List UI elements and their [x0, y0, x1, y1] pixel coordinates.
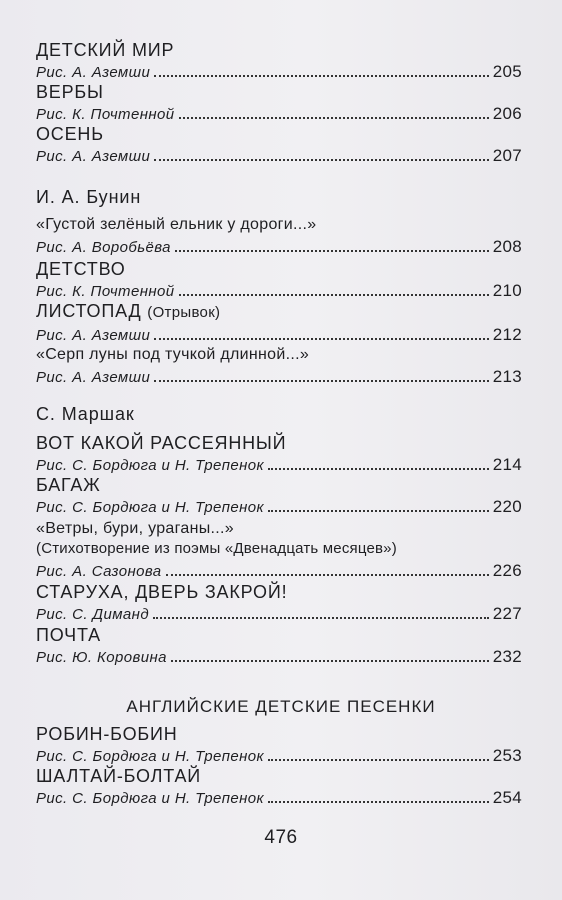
entry-verse-title: «Серп луны под тучкой длинной...» [36, 346, 310, 363]
illustrator-credit: Рис. А. Аземши [36, 327, 151, 344]
illustrator-line [36, 104, 522, 125]
dot-leader [153, 616, 489, 619]
dot-leader [166, 573, 489, 576]
toc-entry [36, 475, 522, 518]
dot-leader [175, 249, 489, 252]
illustrator-line [36, 367, 522, 388]
illustrator-line [36, 237, 522, 258]
page-ref: 254 [492, 788, 522, 807]
illustrator-credit: Рис. С. Диманд [36, 606, 150, 623]
illustrator-line [36, 146, 522, 167]
page-ref: 206 [492, 104, 522, 123]
page-ref: 253 [492, 746, 522, 765]
illustrator-line [36, 746, 522, 767]
toc-entry [36, 124, 522, 167]
page-ref: 232 [492, 647, 522, 666]
illustrator-line [36, 497, 522, 518]
entry-verse-title: «Густой зелёный ельник у дороги...» [36, 216, 317, 233]
author-name: С. Маршак [36, 404, 135, 424]
toc-entry [36, 766, 522, 809]
dot-leader [268, 800, 489, 803]
page-ref: 226 [492, 561, 522, 580]
page-ref: 210 [492, 281, 522, 300]
section-heading: АНГЛИЙСКИЕ ДЕТСКИЕ ПЕСЕНКИ [126, 697, 436, 716]
page-ref: 213 [492, 367, 522, 386]
page-ref: 227 [492, 604, 522, 623]
entry-title [36, 301, 522, 323]
author-heading [36, 187, 522, 207]
dot-leader [154, 74, 489, 77]
page-ref: 220 [492, 497, 522, 516]
author-name: И. А. Бунин [36, 187, 142, 207]
illustrator-credit: Рис. С. Бордюга и Н. Трепенок [36, 499, 265, 516]
entry-title: ДЕТСТВО [36, 259, 126, 279]
illustrator-line [36, 281, 522, 302]
dot-leader [179, 116, 489, 119]
illustrator-credit: Рис. Ю. Коровина [36, 649, 167, 666]
toc-entry [36, 625, 522, 668]
illustrator-credit: Рис. А. Сазонова [36, 563, 162, 580]
dot-leader [179, 293, 489, 296]
toc-entry [36, 582, 522, 625]
page-ref: 208 [492, 237, 522, 256]
entry-title: ОСЕНЬ [36, 124, 104, 144]
toc-entry [36, 724, 522, 767]
toc-entry [36, 82, 522, 125]
page-ref: 205 [492, 62, 522, 81]
entry-title: ШАЛТАЙ-БОЛТАЙ [36, 766, 202, 786]
illustrator-line [36, 604, 522, 625]
toc-entry [36, 215, 522, 258]
toc-entry [36, 433, 522, 476]
entry-note: (Отрывок) [147, 304, 221, 321]
dot-leader [154, 379, 489, 382]
toc-entry [36, 345, 522, 388]
illustrator-credit: Рис. С. Бордюга и Н. Трепенок [36, 457, 265, 474]
entry-title: ВОТ КАКОЙ РАССЕЯННЫЙ [36, 433, 287, 453]
illustrator-line [36, 62, 522, 83]
illustrator-credit: Рис. А. Аземши [36, 369, 151, 386]
entry-title: ДЕТСКИЙ МИР [36, 40, 175, 60]
entry-verse-title: «Ветры, бури, ураганы...» [36, 520, 234, 537]
illustrator-line [36, 647, 522, 668]
illustrator-credit: Рис. А. Аземши [36, 148, 151, 165]
page-ref: 214 [492, 455, 522, 474]
author-heading [36, 404, 522, 424]
toc-entry [36, 259, 522, 302]
dot-leader [154, 158, 489, 161]
page-ref: 207 [492, 146, 522, 165]
entry-title: РОБИН-БОБИН [36, 724, 178, 744]
toc-entry [36, 519, 522, 582]
entry-subnote: (Стихотворение из поэмы «Двенадцать месяцев») [36, 540, 397, 557]
dot-leader [154, 337, 489, 340]
illustrator-credit: Рис. А. Аземши [36, 64, 151, 81]
illustrator-credit: Рис. К. Почтенной [36, 283, 175, 300]
illustrator-line [36, 325, 522, 346]
dot-leader [171, 659, 489, 662]
page-ref: 212 [492, 325, 522, 344]
dot-leader [268, 509, 489, 512]
illustrator-credit: Рис. К. Почтенной [36, 106, 175, 123]
toc-entry [36, 40, 522, 83]
entry-title: ПОЧТА [36, 625, 101, 645]
illustrator-credit: Рис. А. Воробьёва [36, 239, 171, 256]
toc-entry [36, 301, 522, 346]
illustrator-credit: Рис. С. Бордюга и Н. Трепенок [36, 748, 265, 765]
entry-title: БАГАЖ [36, 475, 101, 495]
illustrator-line [36, 561, 522, 582]
dot-leader [268, 758, 489, 761]
entry-title: СТАРУХА, ДВЕРЬ ЗАКРОЙ! [36, 582, 288, 602]
entry-title: ВЕРБЫ [36, 82, 104, 102]
page-number: 476 [264, 827, 298, 848]
illustrator-line [36, 788, 522, 809]
illustrator-line [36, 455, 522, 476]
entry-title-text: ЛИСТОПАД [36, 301, 142, 321]
illustrator-credit: Рис. С. Бордюга и Н. Трепенок [36, 790, 265, 807]
dot-leader [268, 467, 489, 470]
